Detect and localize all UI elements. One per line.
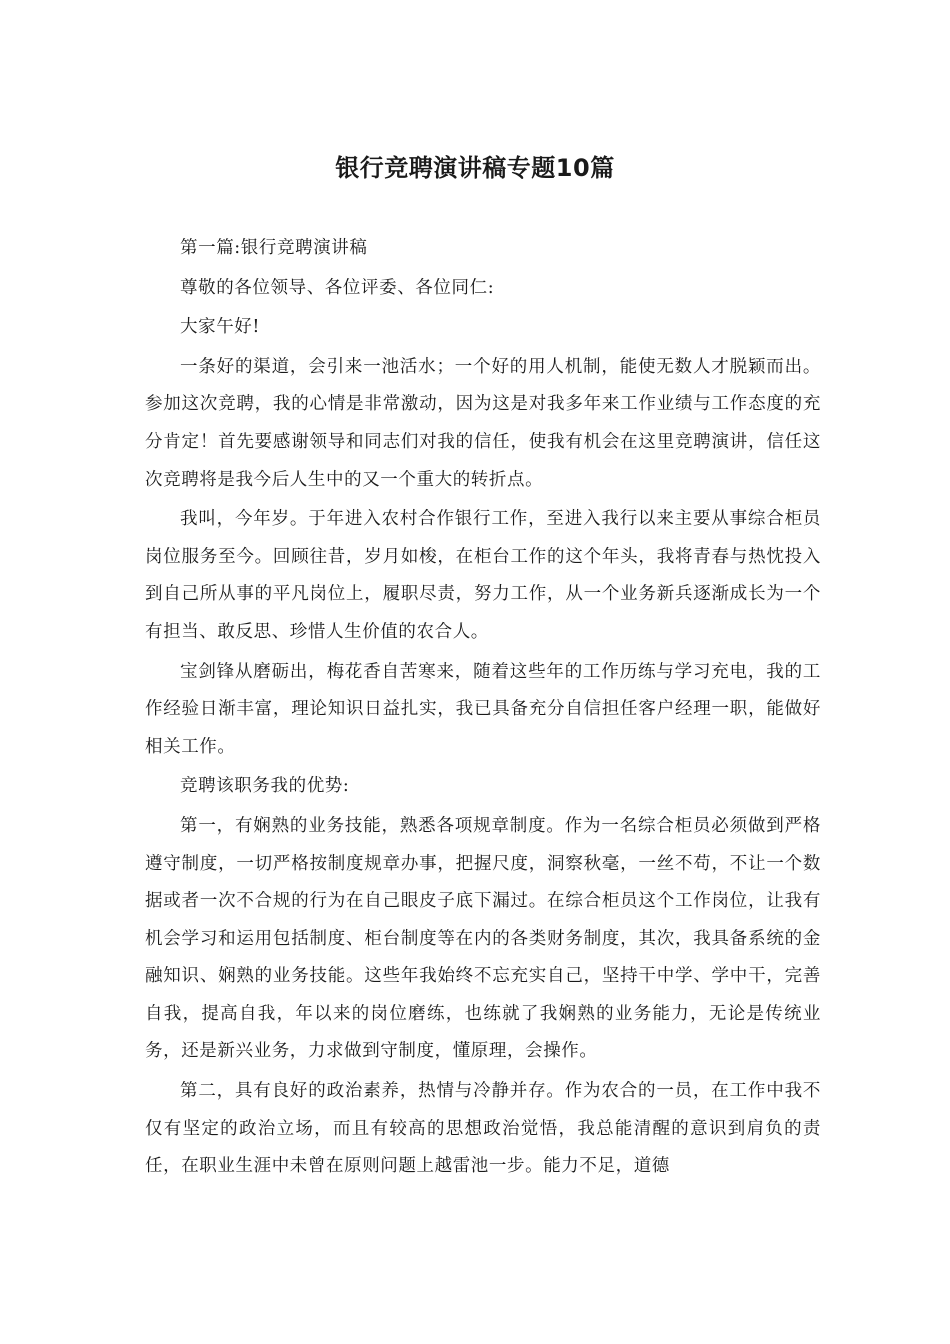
- paragraph: 第一，有娴熟的业务技能，熟悉各项规章制度。作为一名综合柜员必须做到严格遵守制度，一切严格按制度规章办事，把握尺度，洞察秋毫，一丝不苟，不让一个数据或者一次不合规的行为在自己眼皮子底下漏过。在综合柜员这个工作岗位，让我有机会学习和运用包括制度、柜台制度等在内的各类财务制度，其次，我具备系统的金融知识、娴熟的业务技能。这些年我始终不忘充实自己，坚持干中学、学中干，完善自我，提高自我，年以来的岗位磨练，也练就了我娴熟的业务能力，无论是传统业务，还是新兴业务，力求做到守制度，懂原理，会操作。: [145, 815, 821, 1062]
- paragraph: 宝剑锋从磨砺出，梅花香自苦寒来，随着这些年的工作历练与学习充电，我的工作经验日渐丰富，理论知识日益扎实，我已具备充分自信担任客户经理一职，能做好相关工作。: [145, 661, 821, 757]
- paragraph: 第二，具有良好的政治素养，热情与冷静并存。作为农合的一员，在工作中我不仅有坚定的政治立场，而且有较高的思想政治觉悟，我总能清醒的意识到肩负的责任，在职业生涯中未曾在原则问题上越雷池一步。能力不足，道德: [145, 1081, 821, 1177]
- document-body: [145, 230, 821, 1188]
- document-title: 银行竞聘演讲稿专题10篇: [335, 154, 615, 182]
- greeting: 大家午好!: [180, 317, 261, 338]
- salutation: 尊敬的各位领导、各位评委、各位同仁:: [180, 277, 495, 298]
- section-heading: 第一篇:银行竞聘演讲稿: [180, 238, 368, 258]
- paragraph: 一条好的渠道，会引来一池活水；一个好的用人机制，能使无数人才脱颖而出。参加这次竞聘，我的心情是非常激动，因为这是对我多年来工作业绩与工作态度的充分肯定！首先要感谢领导和同志们对我的信任，使我有机会在这里竞聘演讲，信任这次竞聘将是我今后人生中的又一个重大的转折点。: [145, 356, 821, 490]
- paragraph: 我叫，今年岁。于年进入农村合作银行工作，至进入我行以来主要从事综合柜员岗位服务至今。回顾往昔，岁月如梭，在柜台工作的这个年头，我将青春与热忱投入到自己所从事的平凡岗位上，履职尽责，努力工作，从一个业务新兵逐渐成长为一个有担当、敢反思、珍惜人生价值的农合人。: [145, 509, 821, 642]
- paragraph: 竞聘该职务我的优势:: [180, 776, 350, 797]
